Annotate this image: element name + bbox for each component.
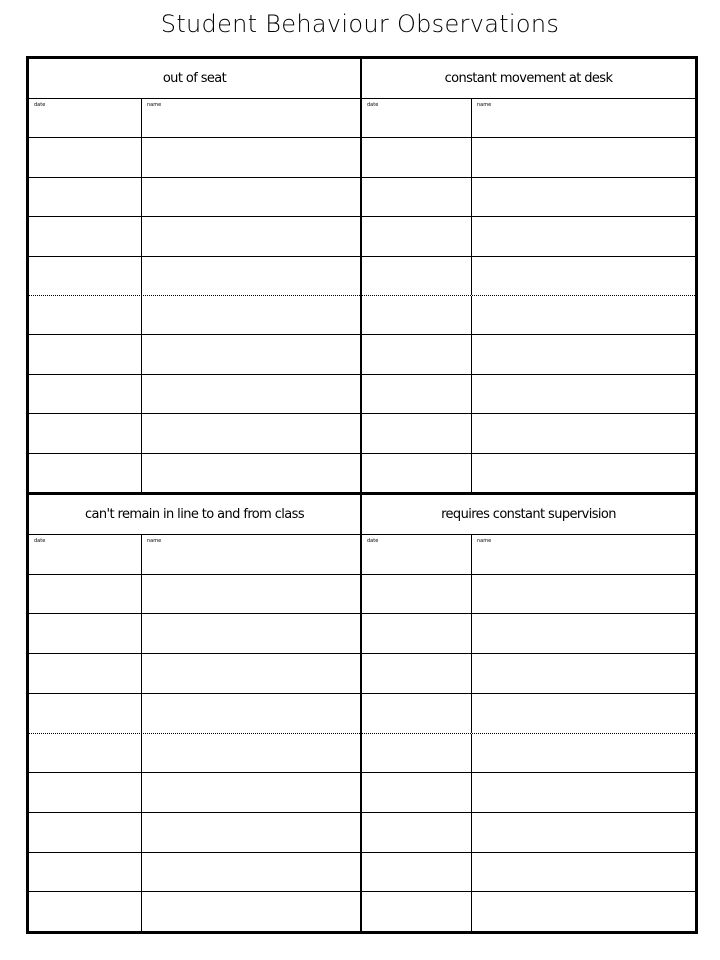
panel-constant-movement — [362, 59, 695, 495]
entry-row — [29, 654, 360, 694]
entry-row — [29, 257, 360, 296]
entry-row — [29, 138, 360, 177]
name-cell[interactable] — [142, 694, 360, 733]
date-cell[interactable] — [29, 773, 142, 812]
name-cell[interactable] — [472, 813, 695, 852]
entry-row — [362, 178, 695, 217]
column-header-row — [362, 535, 695, 575]
date-cell[interactable] — [29, 414, 142, 452]
panel-rows — [362, 535, 695, 931]
date-cell[interactable] — [29, 654, 142, 693]
date-cell[interactable] — [29, 575, 142, 614]
entry-row — [362, 734, 695, 774]
name-cell[interactable] — [142, 296, 360, 334]
date-cell[interactable] — [29, 614, 142, 653]
column-header-row — [29, 535, 360, 575]
name-cell[interactable] — [142, 414, 360, 452]
entry-row — [29, 892, 360, 931]
entry-row — [29, 853, 360, 893]
date-cell[interactable] — [362, 454, 472, 492]
date-column-label: date — [367, 102, 379, 108]
name-column-label: name — [477, 102, 492, 108]
column-header-row — [362, 99, 695, 138]
entry-row — [362, 257, 695, 296]
entry-row — [29, 813, 360, 853]
name-column-label: name — [477, 538, 492, 544]
observation-sheet — [26, 56, 698, 934]
date-cell[interactable] — [362, 694, 472, 733]
name-column-label: name — [147, 102, 162, 108]
name-cell[interactable] — [472, 654, 695, 693]
entry-row — [29, 694, 360, 734]
name-column-label: name — [147, 538, 162, 544]
date-cell[interactable] — [29, 853, 142, 892]
date-cell[interactable] — [29, 375, 142, 413]
date-column-cell — [29, 535, 142, 574]
date-cell[interactable] — [29, 335, 142, 373]
name-cell[interactable] — [142, 892, 360, 931]
date-column-label: date — [34, 538, 46, 544]
date-column-cell — [362, 99, 472, 137]
entry-row — [362, 654, 695, 694]
panel-cant-remain-in-line — [29, 495, 362, 931]
entry-row — [362, 773, 695, 813]
name-cell[interactable] — [472, 575, 695, 614]
date-cell[interactable] — [362, 773, 472, 812]
name-cell[interactable] — [142, 575, 360, 614]
name-cell[interactable] — [142, 257, 360, 295]
name-cell[interactable] — [472, 414, 695, 452]
date-cell[interactable] — [362, 257, 472, 295]
page-title: Student Behaviour Observations — [160, 10, 560, 38]
name-cell[interactable] — [472, 853, 695, 892]
name-cell[interactable] — [142, 454, 360, 492]
name-cell[interactable] — [472, 694, 695, 733]
date-cell[interactable] — [29, 178, 142, 216]
date-cell[interactable] — [29, 296, 142, 334]
entry-row — [362, 414, 695, 453]
name-cell[interactable] — [142, 335, 360, 373]
panel-out-of-seat — [29, 59, 362, 495]
name-cell[interactable] — [142, 614, 360, 653]
entry-row — [29, 217, 360, 256]
entry-row — [29, 375, 360, 414]
name-cell[interactable] — [142, 178, 360, 216]
date-cell[interactable] — [362, 217, 472, 255]
date-cell[interactable] — [29, 892, 142, 931]
date-column-cell — [362, 535, 472, 574]
entry-row — [29, 614, 360, 654]
date-cell[interactable] — [29, 694, 142, 733]
entry-row — [29, 335, 360, 374]
entry-row — [362, 454, 695, 492]
entry-row — [362, 296, 695, 335]
name-cell[interactable] — [142, 654, 360, 693]
entry-row — [29, 734, 360, 774]
entry-row — [29, 296, 360, 335]
entry-row — [362, 614, 695, 654]
name-column-cell — [472, 99, 695, 137]
entry-row — [362, 335, 695, 374]
entry-row — [362, 575, 695, 615]
name-cell[interactable] — [472, 178, 695, 216]
panel-rows — [362, 99, 695, 492]
date-cell[interactable] — [362, 575, 472, 614]
date-cell[interactable] — [29, 734, 142, 773]
date-column-label: date — [367, 538, 379, 544]
date-cell[interactable] — [362, 813, 472, 852]
name-cell[interactable] — [472, 614, 695, 653]
entry-row — [29, 773, 360, 813]
name-cell[interactable] — [142, 853, 360, 892]
name-column-cell — [472, 535, 695, 574]
name-cell[interactable] — [142, 217, 360, 255]
column-header-row — [29, 99, 360, 138]
date-cell[interactable] — [29, 257, 142, 295]
date-cell[interactable] — [362, 734, 472, 773]
entry-row — [362, 217, 695, 256]
name-cell[interactable] — [142, 813, 360, 852]
date-column-cell — [29, 99, 142, 137]
name-cell[interactable] — [472, 734, 695, 773]
date-cell[interactable] — [362, 654, 472, 693]
panel-requires-supervision — [362, 495, 695, 931]
date-cell[interactable] — [29, 813, 142, 852]
name-column-cell — [142, 99, 360, 137]
name-column-cell — [142, 535, 360, 574]
entry-row — [362, 813, 695, 853]
date-cell[interactable] — [362, 178, 472, 216]
entry-row — [362, 892, 695, 931]
name-cell[interactable] — [142, 773, 360, 812]
name-cell[interactable] — [472, 454, 695, 492]
entry-row — [29, 414, 360, 453]
name-cell[interactable] — [472, 217, 695, 255]
entry-row — [29, 575, 360, 615]
date-cell[interactable] — [362, 414, 472, 452]
date-cell[interactable] — [29, 217, 142, 255]
name-cell[interactable] — [472, 375, 695, 413]
panel-heading: out of seat — [29, 59, 360, 99]
entry-row — [29, 178, 360, 217]
name-cell[interactable] — [142, 375, 360, 413]
name-cell[interactable] — [142, 734, 360, 773]
panel-rows — [29, 99, 360, 492]
date-cell[interactable] — [362, 335, 472, 373]
panel-heading: requires constant supervision — [362, 495, 695, 535]
entry-row — [362, 694, 695, 734]
date-cell[interactable] — [362, 375, 472, 413]
entry-row — [362, 375, 695, 414]
name-cell[interactable] — [472, 138, 695, 176]
panel-rows — [29, 535, 360, 931]
name-cell[interactable] — [472, 296, 695, 334]
name-cell[interactable] — [142, 138, 360, 176]
date-cell[interactable] — [29, 454, 142, 492]
date-cell[interactable] — [29, 138, 142, 176]
panel-heading: constant movement at desk — [362, 59, 695, 99]
date-cell[interactable] — [362, 614, 472, 653]
entry-row — [29, 454, 360, 492]
date-cell[interactable] — [362, 138, 472, 176]
panel-heading: can't remain in line to and from class — [29, 495, 360, 535]
name-cell[interactable] — [472, 257, 695, 295]
name-cell[interactable] — [472, 892, 695, 931]
date-cell[interactable] — [362, 892, 472, 931]
name-cell[interactable] — [472, 335, 695, 373]
date-cell[interactable] — [362, 853, 472, 892]
name-cell[interactable] — [472, 773, 695, 812]
entry-row — [362, 853, 695, 893]
date-column-label: date — [34, 102, 46, 108]
date-cell[interactable] — [362, 296, 472, 334]
entry-row — [362, 138, 695, 177]
